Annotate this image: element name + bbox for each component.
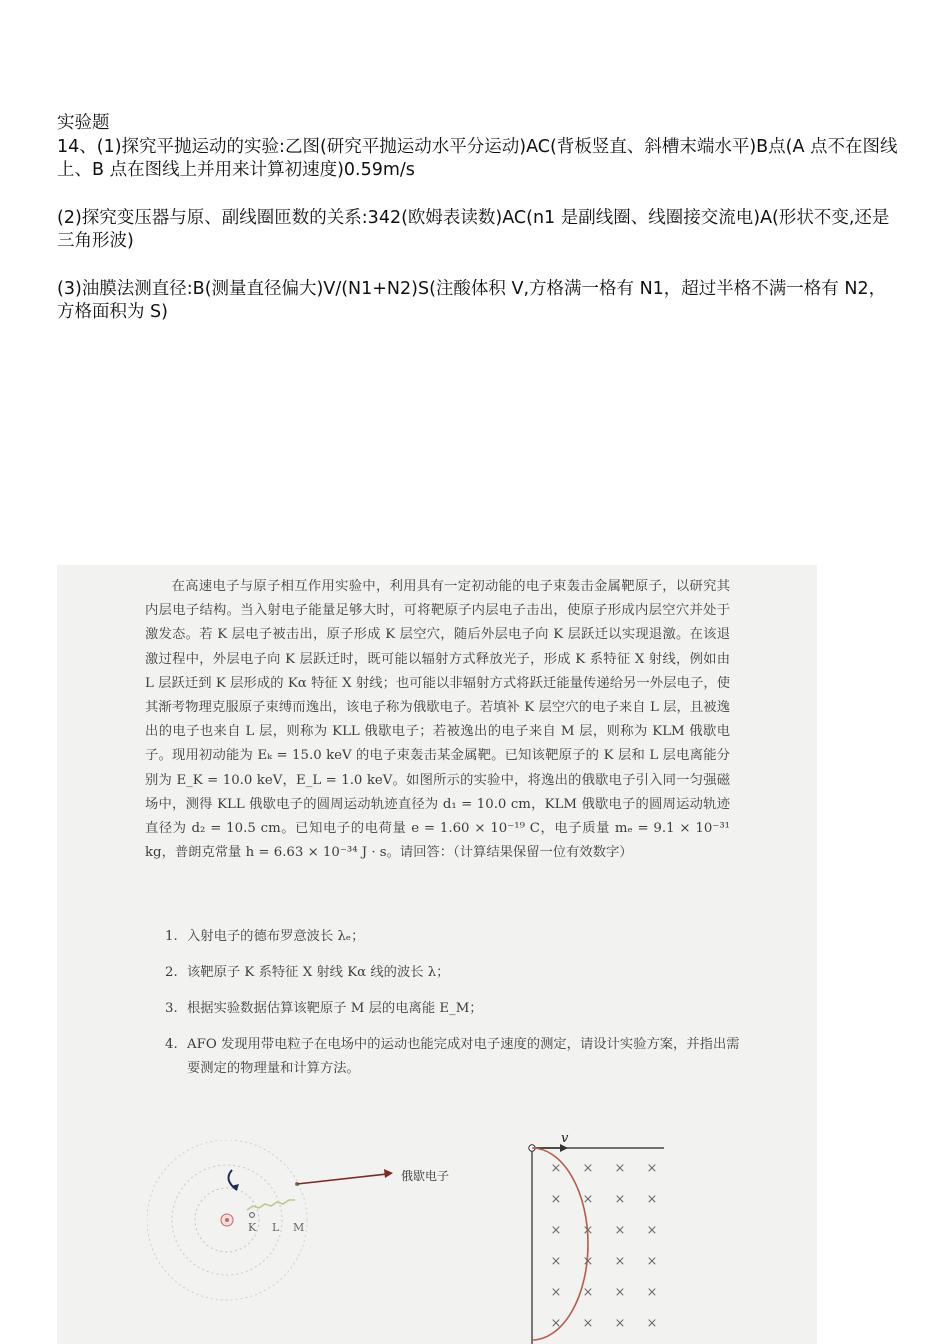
field-cross-mark: × [646, 1223, 658, 1238]
auger-ray [247, 1200, 295, 1210]
field-cross-mark: × [614, 1285, 626, 1300]
field-cross-mark: × [614, 1254, 626, 1269]
q14-part2: (2)探究变压器与原、副线圈匝数的关系:342(欧姆表读数)AC(n1 是副线圈、线圈接交流电)A(形状不变,还是三角形波) [57, 207, 890, 251]
shell-label-m: M [293, 1221, 305, 1234]
question-item [165, 925, 740, 949]
field-cross-mark: × [646, 1254, 658, 1269]
section-title: 实验题 [57, 113, 110, 133]
field-cross-mark: × [614, 1223, 626, 1238]
field-cross-mark: × [646, 1316, 658, 1331]
field-cross-mark: × [582, 1254, 594, 1269]
nucleus-dot [225, 1218, 229, 1222]
shell-label-l: L [272, 1221, 280, 1234]
field-cross-mark: × [582, 1285, 594, 1300]
question-item [165, 1033, 740, 1081]
question-number: 3. [165, 1001, 178, 1016]
field-cross-mark: × [582, 1161, 594, 1176]
field-cross-mark: × [550, 1316, 562, 1331]
field-cross-grid [551, 1161, 658, 1331]
field-cross-mark: × [614, 1316, 626, 1331]
magnetic-field-diagram [512, 1130, 682, 1344]
atom-shell-diagram [147, 1140, 477, 1340]
field-cross-mark: × [550, 1161, 562, 1176]
auger-arrowhead [384, 1169, 393, 1178]
question-number: 2. [165, 965, 178, 980]
question-text: 根据实验数据估算该靶原子 M 层的电离能 E_M； [187, 1001, 483, 1016]
field-cross-mark: × [646, 1192, 658, 1207]
question-text: AFO 发现用带电粒子在电场中的运动也能完成对电子速度的测定，请设计实验方案，并指出需要测定的物理量和计算方法。 [187, 1037, 740, 1076]
q14-part1: 14、(1)探究平抛运动的实验:乙图(研究平抛运动水平分运动)AC(背板竖直、斜槽末端水平)B点(A 点不在图线上、B 点在图线上并用来计算初速度)0.59m/s [57, 136, 898, 180]
field-cross-mark: × [646, 1285, 658, 1300]
k-vacancy [250, 1213, 255, 1218]
field-cross-mark: × [614, 1161, 626, 1176]
question-text: 入射电子的德布罗意波长 λₑ； [187, 929, 365, 944]
field-cross-mark: × [582, 1316, 594, 1331]
question-number: 1. [165, 929, 178, 944]
velocity-label: v [561, 1131, 569, 1146]
question-item [165, 997, 740, 1021]
question-text: 该靶原子 K 系特征 X 射线 Kα 线的波长 λ； [187, 965, 450, 980]
auger-arrow [297, 1174, 387, 1184]
field-cross-mark: × [550, 1223, 562, 1238]
field-cross-mark: × [582, 1192, 594, 1207]
question-list [165, 925, 740, 1093]
problem-photo [57, 565, 817, 1344]
problem-statement: 在高速电子与原子相互作用实验中，利用具有一定初动能的电子束轰击金属靶原子，以研究其内层电子结构。当入射电子能量足够大时，可将靶原子内层电子击出，使原子形成内层空穴并处于激发态。若 K 层电子被击出，原子形成 K 层空穴，随后外层电子向 K 层跃迁以实现退激。在该退激过程中，外层电子向 K 层跃迁时，既可能以辐射方式释放光子，形成 K 系特征 X 射线，例如由 L 层跃迁到 K 层形成的 Kα 特征 X 射线；也可能以非辐射方式将跃迁能量传递给另一外层电子，使其渐考物理克服原子束缚而逸出，该电子称为俄歇电子。若填补 K 层空穴的电子来自 L 层，且被逸出的电子也来自 L 层，则称为 KLL 俄歇电子；若被逸出的电子来自 M 层，则称为 KLM 俄歇电子。现用初动能为 Eₖ = 15.0 keV 的电子束轰击某金属靶。已知该靶原子的 K 层和 L 层电离能分别为 E_K = 10.0 keV，E_L = 1.0 keV。如图所示的实验中，将逸出的俄歇电子引入同一匀强磁场中，测得 KLL 俄歇电子的圆周运动轨迹直径为 d₁ = 10.0 cm，KLM 俄歇电子的圆周运动轨迹直径为 d₂ = 10.5 cm。已知电子的电荷量 e = 1.60 × 10⁻¹⁹ C，电子质量 mₑ = 9.1 × 10⁻³¹ kg，普朗克常量 h = 6.63 × 10⁻³⁴ J · s。请回答：（计算结果保留一位有效数字） [145, 579, 730, 861]
field-cross-mark: × [646, 1161, 658, 1176]
field-cross-mark: × [550, 1192, 562, 1207]
auger-label: 俄歇电子 [401, 1169, 450, 1183]
field-cross-mark: × [582, 1223, 594, 1238]
field-cross-mark: × [550, 1254, 562, 1269]
q14-part3: (3)油膜法测直径:B(测量直径偏大)V/(N1+N2)S(注酸体积 V,方格满一格有 N1，超过半格不满一格有 N2，方格面积为 S) [57, 278, 887, 322]
question-item [165, 961, 740, 985]
electron-trajectory [532, 1148, 588, 1340]
question-number: 4. [165, 1037, 178, 1052]
field-cross-mark: × [550, 1285, 562, 1300]
answer-notes [57, 112, 902, 349]
field-cross-mark: × [614, 1192, 626, 1207]
shell-label-k: K [248, 1221, 257, 1234]
